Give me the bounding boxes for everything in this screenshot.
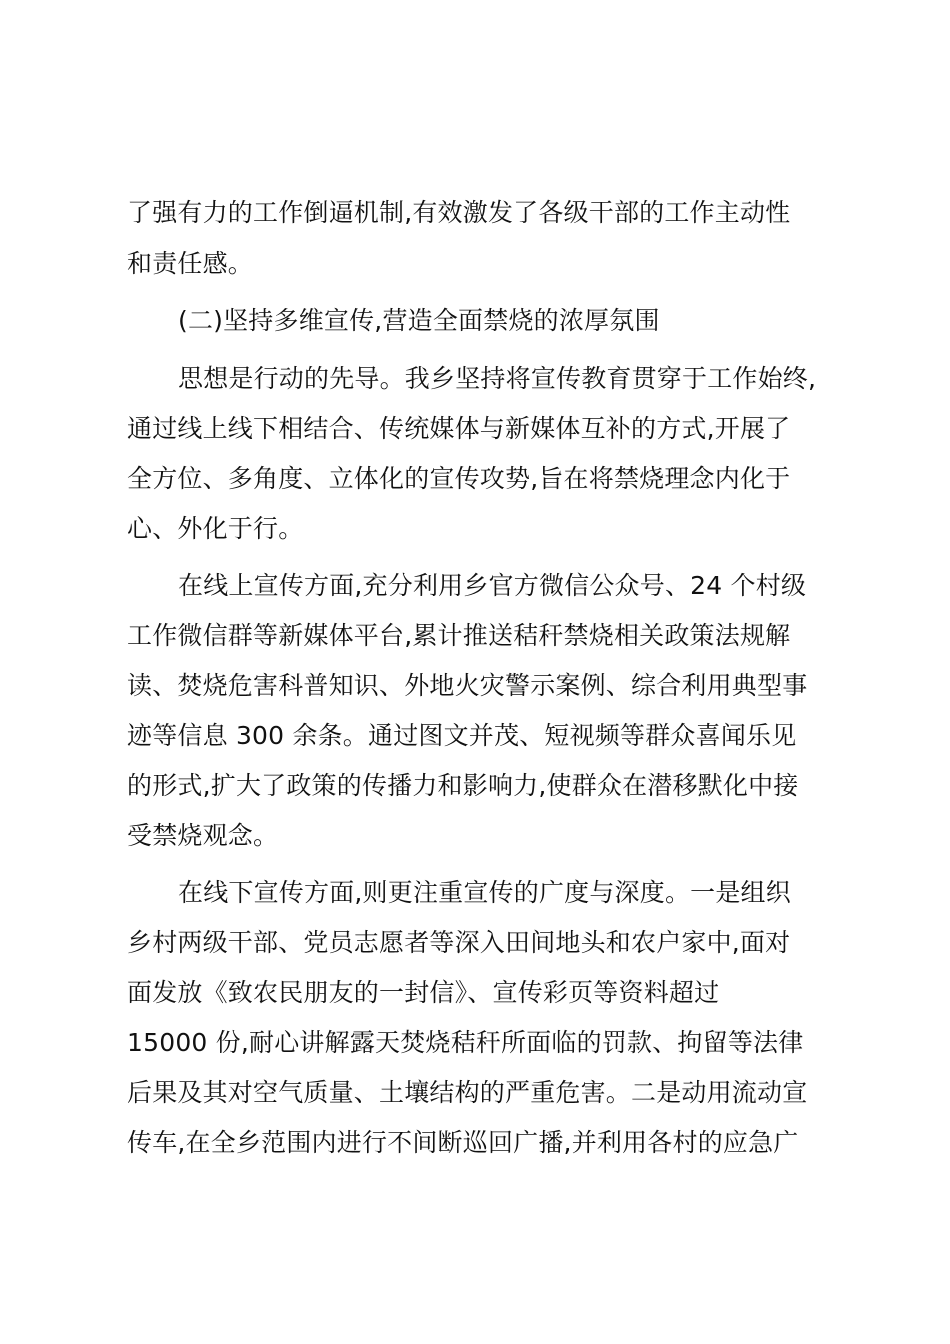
text-line: 后果及其对空气质量、土壤结构的严重危害。二是动用流动宣 <box>127 1078 808 1107</box>
text-line: 在线下宣传方面,则更注重宣传的广度与深度。一是组织 <box>178 878 791 907</box>
text-line: 通过线上线下相结合、传统媒体与新媒体互补的方式,开展了 <box>127 414 791 443</box>
text-line: 迹等信息 300 余条。通过图文并茂、短视频等群众喜闻乐见 <box>127 721 797 750</box>
text-line: 读、焚烧危害科普知识、外地火灾警示案例、综合利用典型事 <box>127 671 808 700</box>
text-line: 在线上宣传方面,充分利用乡官方微信公众号、24 个村级 <box>178 571 807 600</box>
section-heading: (二)坚持多维宣传,营造全面禁烧的浓厚氛围 <box>178 306 660 335</box>
text-line: 乡村两级干部、党员志愿者等深入田间地头和农户家中,面对 <box>127 928 791 957</box>
text-line: 心、外化于行。 <box>127 514 304 543</box>
text-line: 思想是行动的先导。我乡坚持将宣传教育贯穿于工作始终, <box>178 364 817 393</box>
text-line: 15000 份,耐心讲解露天焚烧秸秆所面临的罚款、拘留等法律 <box>127 1028 804 1057</box>
text-line: 全方位、多角度、立体化的宣传攻势,旨在将禁烧理念内化于 <box>127 464 791 493</box>
text-line: 的形式,扩大了政策的传播力和影响力,使群众在潜移默化中接 <box>127 771 799 800</box>
text-line: 传车,在全乡范围内进行不间断巡回广播,并利用各村的应急广 <box>127 1128 799 1157</box>
text-line: 工作微信群等新媒体平台,累计推送秸秆禁烧相关政策法规解 <box>127 621 791 650</box>
text-line: 受禁烧观念。 <box>127 821 279 850</box>
text-line: 了强有力的工作倒逼机制,有效激发了各级干部的工作主动性 <box>127 198 791 227</box>
text-line: 面发放《致农民朋友的一封信》、宣传彩页等资料超过 <box>127 978 720 1007</box>
text-line: 和责任感。 <box>127 249 254 278</box>
